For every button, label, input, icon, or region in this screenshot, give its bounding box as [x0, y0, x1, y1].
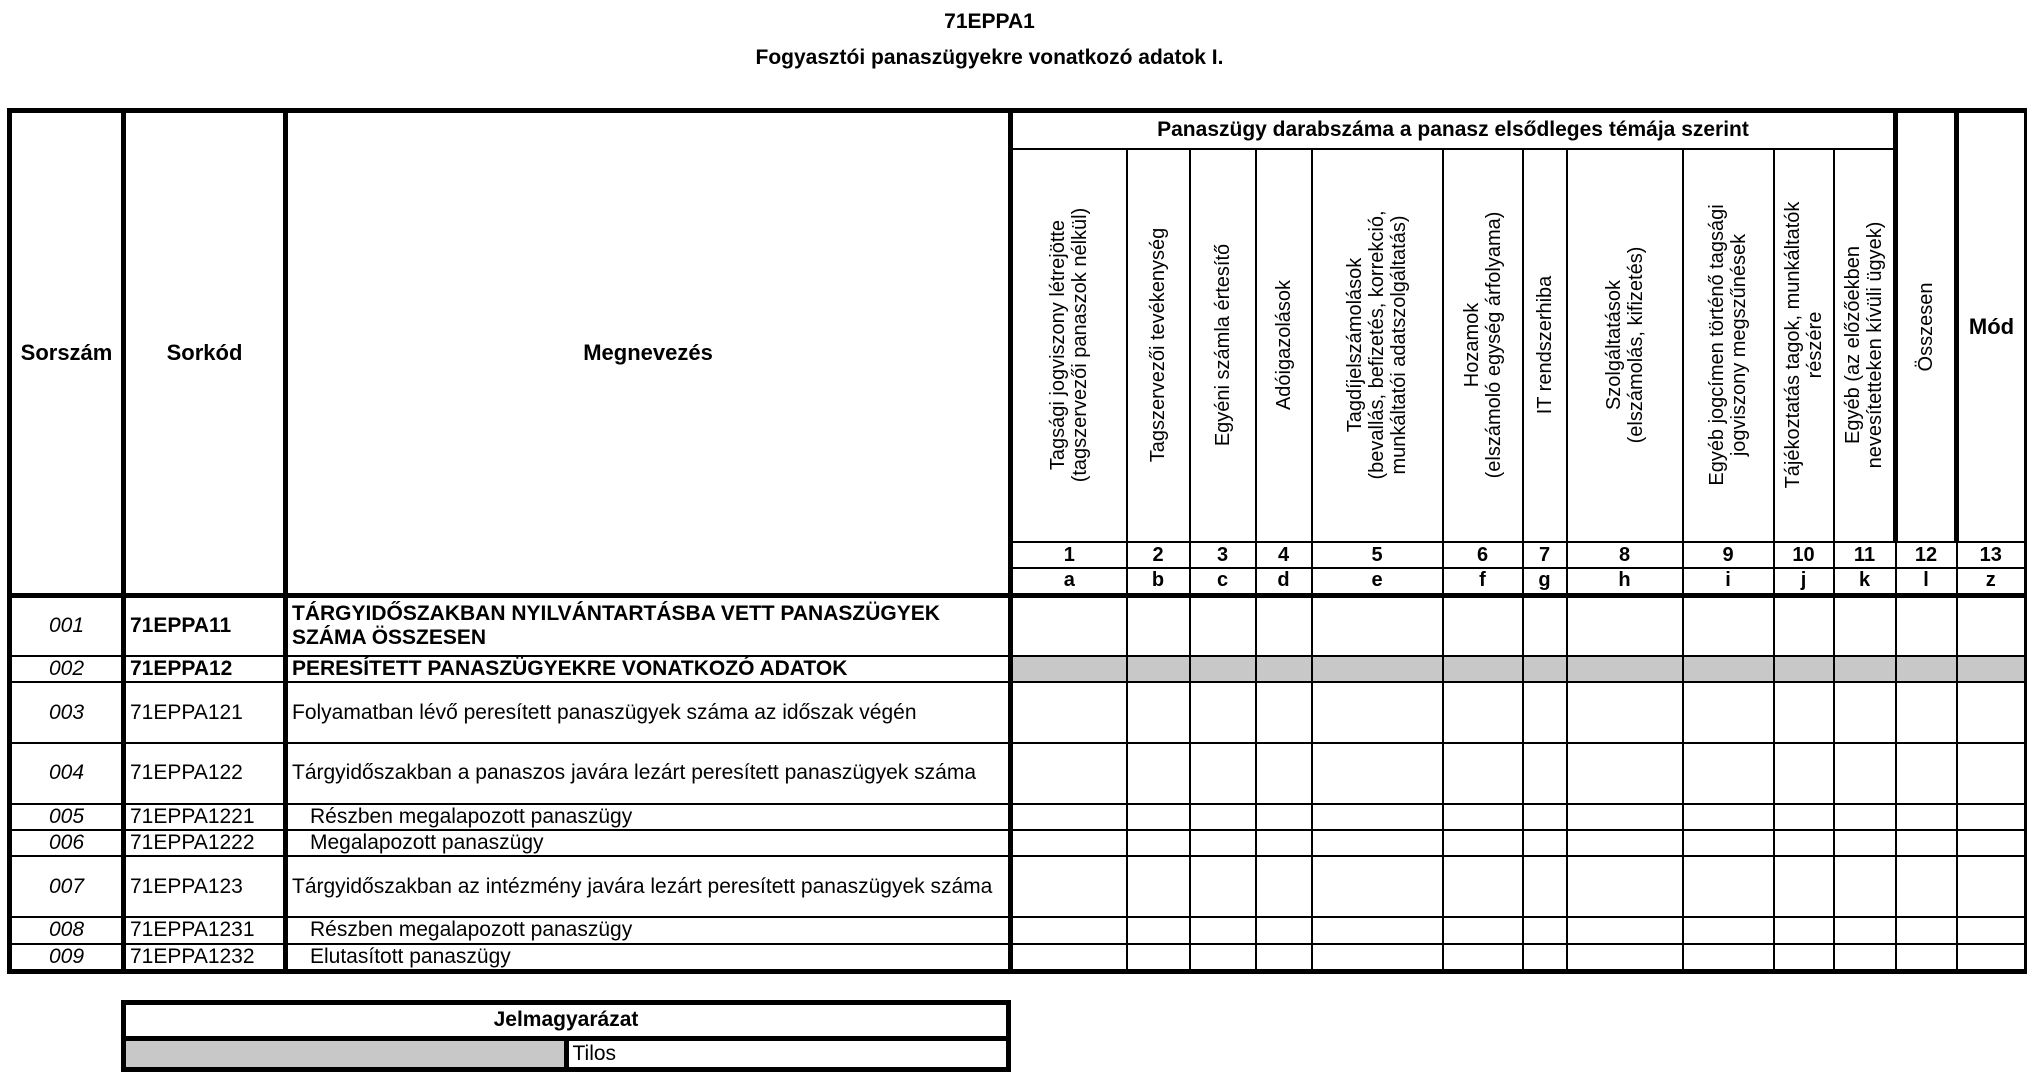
row-sorszam: 004	[10, 743, 124, 804]
table-row	[10, 944, 2027, 972]
header-osszesen: Összesen	[1896, 111, 1957, 543]
legend-label-forbidden: Tilos	[566, 1038, 1009, 1069]
row-megnevezes: Részben megalapozott panaszügy	[286, 917, 1011, 943]
row-sorszam: 001	[10, 595, 124, 656]
data-cell[interactable]	[1834, 804, 1896, 830]
data-cell	[1896, 656, 1957, 682]
data-cell[interactable]	[1834, 917, 1896, 943]
row-sorkod: 71EPPA122	[124, 743, 286, 804]
data-cell[interactable]	[1683, 682, 1774, 743]
data-cell	[1774, 656, 1834, 682]
data-cell[interactable]	[1834, 743, 1896, 804]
data-cell[interactable]	[1834, 830, 1896, 856]
header-topic-9: Egyéb jogcímen történő tagsági jogviszony megszűnések	[1683, 149, 1774, 542]
header-topic-3: Egyéni számla értesítő	[1190, 149, 1256, 542]
data-cell	[1443, 656, 1523, 682]
data-cell[interactable]	[1127, 944, 1190, 972]
data-cell[interactable]	[1774, 682, 1834, 743]
column-number-topic-3: 3	[1190, 542, 1256, 568]
column-letter-topic-5: e	[1312, 568, 1443, 595]
data-cell[interactable]	[1774, 804, 1834, 830]
data-cell[interactable]	[1523, 595, 1567, 656]
row-megnevezes: PERESÍTETT PANASZÜGYEKRE VONATKOZÓ ADATOK	[286, 656, 1011, 682]
data-cell[interactable]	[1957, 830, 2027, 856]
data-cell[interactable]	[1312, 743, 1443, 804]
data-cell[interactable]	[1834, 595, 1896, 656]
data-cell	[1256, 656, 1312, 682]
data-cell[interactable]	[1312, 682, 1443, 743]
row-sorkod: 71EPPA1232	[124, 944, 286, 972]
column-letter-topic-8: h	[1567, 568, 1683, 595]
header-topic-5: Tagdíjelszámolások (bevallás, befizetés, korrekció, munkáltatói adatszolgáltatás)	[1312, 149, 1443, 542]
table-row	[10, 656, 2027, 682]
data-cell	[1834, 656, 1896, 682]
column-letter-topic-11: k	[1834, 568, 1896, 595]
data-cell[interactable]	[1256, 743, 1312, 804]
header-topic-2: Tagszervezői tevékenység	[1127, 149, 1190, 542]
data-cell[interactable]	[1774, 830, 1834, 856]
column-letter-topic-6: f	[1443, 568, 1523, 595]
row-megnevezes: Folyamatban lévő peresített panaszügyek száma az időszak végén	[286, 682, 1011, 743]
header-topic-4: Adóigazolások	[1256, 149, 1312, 542]
data-cell[interactable]	[1896, 917, 1957, 943]
data-cell[interactable]	[1011, 682, 1127, 743]
data-cell[interactable]	[1312, 944, 1443, 972]
column-number-topic-5: 5	[1312, 542, 1443, 568]
row-sorkod: 71EPPA1221	[124, 804, 286, 830]
row-sorkod: 71EPPA1231	[124, 917, 286, 943]
header-mod: Mód	[1957, 111, 2027, 543]
complaint-data-table	[7, 108, 2027, 974]
column-letter-topic-10: j	[1774, 568, 1834, 595]
column-number-osszesen: 12	[1896, 542, 1957, 568]
data-cell[interactable]	[1896, 595, 1957, 656]
data-cell	[1312, 656, 1443, 682]
data-cell[interactable]	[1443, 917, 1523, 943]
form-code: 71EPPA1	[944, 10, 1035, 33]
column-number-topic-4: 4	[1256, 542, 1312, 568]
row-sorszam: 009	[10, 944, 124, 972]
data-cell[interactable]	[1312, 595, 1443, 656]
column-number-topic-7: 7	[1523, 542, 1567, 568]
data-cell[interactable]	[1011, 944, 1127, 972]
row-megnevezes: Megalapozott panaszügy	[286, 830, 1011, 856]
data-cell[interactable]	[1011, 917, 1127, 943]
row-sorkod: 71EPPA123	[124, 856, 286, 917]
header-topic-6: Hozamok (elszámoló egység árfolyama)	[1443, 149, 1523, 542]
data-cell[interactable]	[1190, 682, 1256, 743]
row-megnevezes: Tárgyidőszakban a panaszos javára lezárt peresített panaszügyek száma	[286, 743, 1011, 804]
column-letter-topic-1: a	[1011, 568, 1127, 595]
table-row	[10, 682, 2027, 743]
row-megnevezes: TÁRGYIDŐSZAKBAN NYILVÁNTARTÁSBA VETT PANASZÜGYEK SZÁMA ÖSSZESEN	[286, 595, 1011, 656]
data-cell[interactable]	[1957, 944, 2027, 972]
data-cell[interactable]	[1774, 743, 1834, 804]
data-cell[interactable]	[1957, 682, 2027, 743]
data-cell[interactable]	[1190, 856, 1256, 917]
data-cell[interactable]	[1774, 917, 1834, 943]
row-sorszam: 002	[10, 656, 124, 682]
legend-table	[121, 1000, 1011, 1072]
table-row	[10, 804, 2027, 830]
row-sorkod: 71EPPA1222	[124, 830, 286, 856]
data-cell[interactable]	[1896, 804, 1957, 830]
data-cell[interactable]	[1957, 917, 2027, 943]
data-cell[interactable]	[1523, 856, 1567, 917]
data-cell[interactable]	[1011, 743, 1127, 804]
data-cell[interactable]	[1312, 804, 1443, 830]
column-number-topic-10: 10	[1774, 542, 1834, 568]
table-row	[10, 917, 2027, 943]
legend-swatch-forbidden	[124, 1038, 567, 1069]
data-cell[interactable]	[1523, 804, 1567, 830]
column-number-topic-8: 8	[1567, 542, 1683, 568]
header-topic-1: Tagsági jogviszony létrejötte (tagszervezői panaszok nélkül)	[1011, 149, 1127, 542]
data-cell[interactable]	[1567, 682, 1683, 743]
header-sorkod: Sorkód	[124, 111, 286, 596]
data-cell[interactable]	[1127, 804, 1190, 830]
row-sorszam: 007	[10, 856, 124, 917]
data-cell[interactable]	[1896, 743, 1957, 804]
data-cell[interactable]	[1312, 830, 1443, 856]
table-row	[10, 856, 2027, 917]
legend-title: Jelmagyarázat	[124, 1003, 1009, 1039]
data-cell[interactable]	[1523, 830, 1567, 856]
column-number-topic-11: 11	[1834, 542, 1896, 568]
data-cell[interactable]	[1443, 595, 1523, 656]
data-cell[interactable]	[1443, 856, 1523, 917]
data-cell[interactable]	[1683, 595, 1774, 656]
data-cell[interactable]	[1127, 830, 1190, 856]
column-letter-topic-9: i	[1683, 568, 1774, 595]
data-cell[interactable]	[1312, 917, 1443, 943]
data-cell[interactable]	[1256, 804, 1312, 830]
data-cell[interactable]	[1774, 856, 1834, 917]
column-letter-osszesen: l	[1896, 568, 1957, 595]
data-cell[interactable]	[1127, 595, 1190, 656]
row-megnevezes: Részben megalapozott panaszügy	[286, 804, 1011, 830]
data-cell[interactable]	[1523, 743, 1567, 804]
data-cell[interactable]	[1256, 917, 1312, 943]
data-cell[interactable]	[1896, 830, 1957, 856]
data-cell[interactable]	[1683, 917, 1774, 943]
column-letter-mod: z	[1957, 568, 2027, 595]
column-letter-topic-2: b	[1127, 568, 1190, 595]
table-row	[10, 743, 2027, 804]
data-cell[interactable]	[1190, 804, 1256, 830]
data-cell[interactable]	[1256, 595, 1312, 656]
column-number-topic-1: 1	[1011, 542, 1127, 568]
data-cell[interactable]	[1896, 682, 1957, 743]
column-number-topic-2: 2	[1127, 542, 1190, 568]
data-cell[interactable]	[1190, 743, 1256, 804]
row-megnevezes: Elutasított panaszügy	[286, 944, 1011, 972]
column-letter-topic-3: c	[1190, 568, 1256, 595]
data-cell[interactable]	[1896, 856, 1957, 917]
header-topic-8: Szolgáltatások (elszámolás, kifizetés)	[1567, 149, 1683, 542]
data-cell[interactable]	[1683, 830, 1774, 856]
data-cell[interactable]	[1957, 856, 2027, 917]
data-cell[interactable]	[1683, 743, 1774, 804]
row-sorszam: 008	[10, 917, 124, 943]
data-cell[interactable]	[1190, 917, 1256, 943]
data-cell[interactable]	[1190, 595, 1256, 656]
data-cell[interactable]	[1523, 917, 1567, 943]
data-cell	[1957, 656, 2027, 682]
data-cell[interactable]	[1443, 743, 1523, 804]
data-cell[interactable]	[1567, 830, 1683, 856]
data-cell[interactable]	[1127, 682, 1190, 743]
data-cell[interactable]	[1683, 856, 1774, 917]
data-cell	[1127, 656, 1190, 682]
data-cell[interactable]	[1011, 830, 1127, 856]
data-cell[interactable]	[1774, 595, 1834, 656]
table-row	[10, 595, 2027, 656]
data-cell[interactable]	[1523, 944, 1567, 972]
data-cell[interactable]	[1683, 804, 1774, 830]
column-letter-topic-7: g	[1523, 568, 1567, 595]
data-cell[interactable]	[1896, 944, 1957, 972]
data-cell	[1523, 656, 1567, 682]
data-cell	[1567, 656, 1683, 682]
header-topic-7: IT rendszerhiba	[1523, 149, 1567, 542]
data-cell[interactable]	[1567, 917, 1683, 943]
data-cell[interactable]	[1256, 830, 1312, 856]
data-cell[interactable]	[1567, 944, 1683, 972]
column-number-topic-6: 6	[1443, 542, 1523, 568]
form-title: Fogyasztói panaszügyekre vonatkozó adatok I.	[755, 46, 1224, 69]
row-sorkod: 71EPPA11	[124, 595, 286, 656]
data-cell[interactable]	[1256, 856, 1312, 917]
data-cell[interactable]	[1443, 682, 1523, 743]
data-cell[interactable]	[1256, 682, 1312, 743]
data-cell[interactable]	[1443, 944, 1523, 972]
data-cell[interactable]	[1957, 743, 2027, 804]
data-cell[interactable]	[1567, 856, 1683, 917]
row-sorszam: 005	[10, 804, 124, 830]
row-sorszam: 006	[10, 830, 124, 856]
data-cell[interactable]	[1011, 856, 1127, 917]
table-row	[10, 830, 2027, 856]
data-cell[interactable]	[1127, 743, 1190, 804]
row-megnevezes: Tárgyidőszakban az intézmény javára lezárt peresített panaszügyek száma	[286, 856, 1011, 917]
data-cell[interactable]	[1190, 830, 1256, 856]
data-cell	[1011, 656, 1127, 682]
data-cell[interactable]	[1443, 804, 1523, 830]
header-topic-11: Egyéb (az előzőekben nevesítetteken kívüli ügyek)	[1834, 149, 1896, 542]
data-cell	[1683, 656, 1774, 682]
data-cell[interactable]	[1567, 743, 1683, 804]
data-cell[interactable]	[1190, 944, 1256, 972]
data-cell[interactable]	[1567, 804, 1683, 830]
data-cell[interactable]	[1127, 917, 1190, 943]
column-letter-topic-4: d	[1256, 568, 1312, 595]
header-topic-group: Panaszügy darabszáma a panasz elsődleges témája szerint	[1011, 111, 1896, 149]
header-topic-10: Tájékoztatás tagok, munkáltatók részére	[1774, 149, 1834, 542]
data-cell[interactable]	[1683, 944, 1774, 972]
row-sorszam: 003	[10, 682, 124, 743]
row-sorkod: 71EPPA121	[124, 682, 286, 743]
data-cell[interactable]	[1312, 856, 1443, 917]
data-cell[interactable]	[1011, 595, 1127, 656]
column-number-topic-9: 9	[1683, 542, 1774, 568]
data-cell[interactable]	[1443, 830, 1523, 856]
data-cell[interactable]	[1834, 682, 1896, 743]
data-cell[interactable]	[1957, 595, 2027, 656]
data-cell[interactable]	[1774, 944, 1834, 972]
row-sorkod: 71EPPA12	[124, 656, 286, 682]
header-megnevezes: Megnevezés	[286, 111, 1011, 596]
data-cell[interactable]	[1127, 856, 1190, 917]
data-cell[interactable]	[1567, 595, 1683, 656]
data-cell[interactable]	[1523, 682, 1567, 743]
column-number-mod: 13	[1957, 542, 2027, 568]
data-cell	[1190, 656, 1256, 682]
data-cell[interactable]	[1011, 804, 1127, 830]
data-cell[interactable]	[1834, 944, 1896, 972]
data-cell[interactable]	[1834, 856, 1896, 917]
header-sorszam: Sorszám	[10, 111, 124, 596]
data-cell[interactable]	[1256, 944, 1312, 972]
data-cell[interactable]	[1957, 804, 2027, 830]
